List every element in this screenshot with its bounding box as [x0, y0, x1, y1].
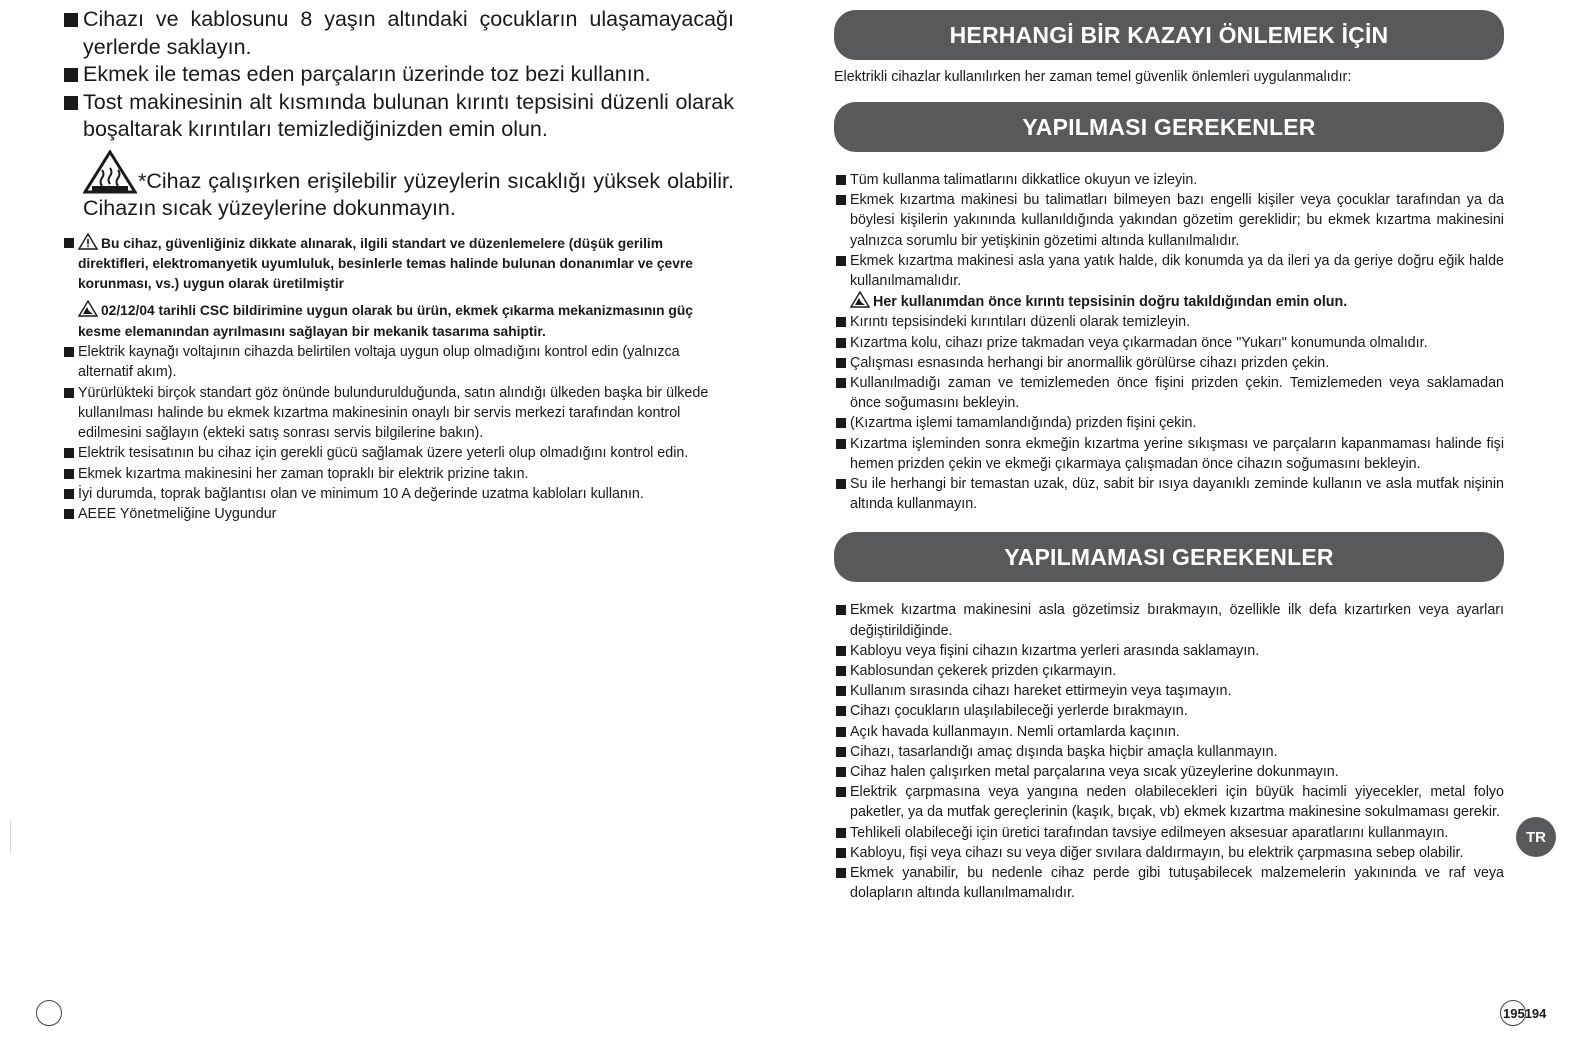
list-item: Elektrik kaynağı voltajının cihazda belirtilen voltaja uygun olup olmadığını kontrol edin (yalnızca alternatif akım).	[64, 342, 734, 383]
list-item: Kızartma işleminden sonra ekmeğin kızartma yerine sıkışması ve parçaların kapanmaması halinde fişi hemen prizden çekin ve ekmeği çıkarmaya çalışmadan önce cihazın soğumasını bekleyin.	[834, 434, 1504, 474]
list-item: Ekmek ile temas eden parçaların üzerinde toz bezi kullanın.	[64, 61, 734, 89]
bold-warning	[64, 233, 734, 295]
list-item: (Kızartma işlemi tamamlandığında) prizden fişini çekin.	[834, 413, 1504, 433]
list-item: Kablosundan çekerek prizden çıkarmayın.	[834, 661, 1504, 681]
hot-surface-warning	[64, 150, 734, 223]
page-number: 195194	[1503, 1006, 1547, 1021]
small-instructions	[64, 233, 734, 525]
list-item: Açık havada kullanmayın. Nemli ortamlarda kaçının.	[834, 722, 1504, 742]
list-item: Kızartma kolu, cihazı prize takmadan veya çıkarmadan önce "Yukarı" konumunda olmalıdır.	[834, 333, 1504, 353]
bold-warning-text: 02/12/04 tarihli CSC bildirimine uygun olarak bu ürün, ekmek çıkarma mekanizmasının güç kesme elemanından ayrılmasını sağlayan bir mekanik tasarıma sahiptir.	[78, 303, 693, 339]
list-item: Cihazı çocukların ulaşılabileceği yerlerde bırakmayın.	[834, 701, 1504, 721]
hot-surface-text: *Cihaz çalışırken erişilebilir yüzeylerin sıcaklığı yüksek olabilir. Cihazın sıcak yüzeylerine dokunmayın.	[83, 168, 734, 220]
list-item: Kullanılmadığı zaman ve temizlemeden önce fişini prizden çekin. Temizlemeden veya saklamadan önce soğumasını bekleyin.	[834, 373, 1504, 413]
list-item: Kırıntı tepsisindeki kırıntıları düzenli olarak temizleyin.	[834, 312, 1504, 332]
pinch-hazard-icon	[850, 291, 870, 308]
accident-prevention-banner: HERHANGİ BİR KAZAYI ÖNLEMEK İÇİN	[834, 10, 1504, 60]
bold-warning	[64, 300, 734, 342]
warning-triangle-icon	[78, 233, 98, 250]
list-item: Çalışması esnasında herhangi bir anormallik görülürse cihazı prizden çekin.	[834, 353, 1504, 373]
large-instructions	[64, 6, 734, 223]
intro-text: Elektrikli cihazlar kullanılırken her zaman temel güvenlik önlemleri uygulanmalıdır:	[834, 69, 1352, 85]
hot-surface-icon	[83, 150, 137, 194]
list-item: İyi durumda, toprak bağlantısı olan ve minimum 10 A değerinde uzatma kabloları kullanın.	[64, 484, 734, 504]
list-item: Tüm kullanma talimatlarını dikkatlice okuyun ve izleyin.	[834, 170, 1504, 190]
pinch-hazard-icon	[78, 300, 98, 317]
list-item: Ekmek yanabilir, bu nedenle cihaz perde gibi tutuşabilecek malzemelerin yakınında ve raf veya dolapların altında kullanılmamalıdır.	[834, 863, 1504, 903]
bold-warning-text: Bu cihaz, güvenliğiniz dikkate alınarak, ilgili standart ve düzenlemelere (düşük gerilim direktifleri, elektromanyetik uyumluluk, besinlerle temas halinde bulunan donanımlar ve çevre korunması, vs.) uygun olarak üretilmiştir	[78, 235, 693, 292]
list-item: AEEE Yönetmeliğine Uygundur	[64, 504, 734, 524]
list-item: Cihazı, tasarlandığı amaç dışında başka hiçbir amaçla kullanmayın.	[834, 742, 1504, 762]
donts-banner: YAPILMAMASI GEREKENLER	[834, 532, 1504, 582]
list-item: Yürürlükteki birçok standart göz önünde bulundurulduğunda, satın alındığı ülkeden başka bir ülkede kullanılması halinde bu ekmek kızartma makinesinin onaylı bir servis merkezi tarafından kontrol edilmesini sağlayın (ekteki satış sonrası servis bilgilerine bakın).	[64, 383, 734, 444]
list-item: Kullanım sırasında cihazı hareket ettirmeyin veya taşımayın.	[834, 681, 1504, 701]
list-item: Su ile herhangi bir temastan uzak, düz, sabit bir ısıya dayanıklı zeminde kullanın ve asla mutfak nişinin altında kullanmayın.	[834, 474, 1504, 514]
dos-list	[834, 170, 1504, 514]
list-item: Tost makinesinin alt kısmında bulunan kırıntı tepsisini düzenli olarak boşaltarak kırıntıları temizlediğinizden emin olun.	[64, 89, 734, 144]
list-item: Tehlikeli olabileceği için üretici tarafından tavsiye edilmeyen aksesuar aparatlarını kullanmayın.	[834, 823, 1504, 843]
list-item: Elektrik tesisatının bu cihaz için gerekli gücü sağlamak üzere yeterli olup olmadığını kontrol edin.	[64, 443, 734, 463]
donts-list	[834, 600, 1504, 903]
crumb-tray-warning-text: Her kullanımdan önce kırıntı tepsisinin doğru takıldığından emin olun.	[873, 294, 1348, 311]
list-item: Elektrik çarpmasına veya yangına neden olabilecekleri için büyük hacimli yiyecekler, metal folyo paketler, ya da mutfak gereçlerinin (kaşık, bıçak, vb) ekmek kızartma makinesine sokulmaması gerekir.	[834, 782, 1504, 822]
list-item: Ekmek kızartma makinesi asla yana yatık halde, dik konumda ya da ileri ya da geriye doğru eğik halde kullanılmamalıdır.	[834, 251, 1504, 291]
page-marker-circle	[36, 1000, 62, 1026]
list-item: Ekmek kızartma makinesi bu talimatları bilmeyen bazı engelli kişiler veya çocuklar tarafından ya da böylesi kişilerin yakınında kullanıldığında yakından gözetim gereklidir; bu ekmek kızartma makinesini yalnızca sorumlu bir yetişkinin gözetimi altında kullanılmalıdır.	[834, 190, 1504, 251]
right-column	[834, 10, 1504, 904]
list-item: Ekmek kızartma makinesini asla gözetimsiz bırakmayın, özellikle ilk defa kızartırken veya ayarları değiştirildiğinde.	[834, 600, 1504, 640]
page-edge-mark	[10, 820, 11, 854]
left-column	[64, 6, 734, 525]
list-item: Kabloyu, fişi veya cihazı su veya diğer sıvılara daldırmayın, bu elektrik çarpmasına sebep olabilir.	[834, 843, 1504, 863]
list-item: Cihazı ve kablosunu 8 yaşın altındaki çocukların ulaşamayacağı yerlerde saklayın.	[64, 6, 734, 61]
crumb-tray-warning	[834, 291, 1504, 312]
language-tab: TR	[1516, 817, 1556, 857]
list-item: Cihaz halen çalışırken metal parçalarına veya sıcak yüzeylerine dokunmayın.	[834, 762, 1504, 782]
list-item: Ekmek kızartma makinesini her zaman topraklı bir elektrik prizine takın.	[64, 464, 734, 484]
list-item: Kabloyu veya fişini cihazın kızartma yerleri arasında saklamayın.	[834, 641, 1504, 661]
dos-banner: YAPILMASI GEREKENLER	[834, 102, 1504, 152]
